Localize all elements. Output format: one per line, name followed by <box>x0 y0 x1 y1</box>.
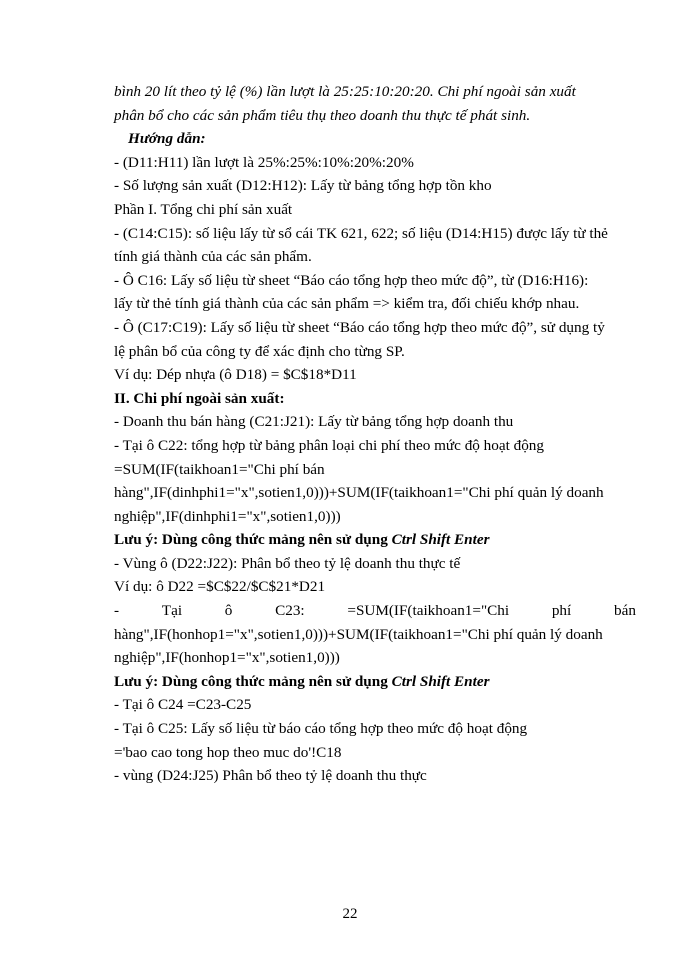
part-1-title: Phần I. Tổng chi phí sản xuất <box>114 200 293 218</box>
note-1-shortcut: Ctrl Shift Enter <box>391 531 490 549</box>
formula-2-part: Tại <box>161 602 183 620</box>
note-2-text: Lưu ý: Dùng công thức mảng nên sử dụng <box>114 672 392 690</box>
formula-2-b: hàng",IF(honhop1="x",sotien1,0)))+SUM(IF(taikhoan1="Chi phí quản lý doanh <box>114 625 603 643</box>
formula-2-part: phí <box>551 602 572 620</box>
note-2-shortcut: Ctrl Shift Enter <box>391 672 490 690</box>
note-1-text: Lưu ý: Dùng công thức mảng nên sử dụng <box>114 531 392 549</box>
c25-formula: ='bao cao tong hop theo muc do'!C18 <box>114 743 342 761</box>
section-2-title: II. Chi phí ngoài sản xuất: <box>114 389 285 407</box>
formula-2-part: ô <box>224 602 233 620</box>
example-d18: Ví dụ: Dép nhựa (ô D18) = $C$18*D11 <box>114 366 357 384</box>
intro-line-1: bình 20 lít theo tỷ lệ (%) lần lượt là 25:25:10:20:20. Chi phí ngoài sản xuất <box>114 83 576 100</box>
d22-line: - Vùng ô (D22:J22): Phân bổ theo tỷ lệ doanh thu thực tế <box>114 554 461 572</box>
formula-2-c: nghiệp",IF(honhop1="x",sotien1,0))) <box>114 649 340 667</box>
note-1 <box>114 528 636 552</box>
example-d22: Ví dụ: ô D22 =$C$22/$C$21*D21 <box>114 578 326 596</box>
c22-line: - Tại ô C22: tổng hợp từ bảng phân loại chi phí theo mức độ hoạt động <box>114 436 544 454</box>
note-2 <box>114 670 636 694</box>
guide-line-c14-b: tính giá thành của các sản phẩm. <box>114 248 312 266</box>
formula-1-a: =SUM(IF(taikhoan1="Chi phí bán <box>114 460 325 478</box>
formula-1-b: hàng",IF(dinhphi1="x",sotien1,0)))+SUM(IF(taikhoan1="Chi phí quản lý doanh <box>114 484 604 502</box>
guide-line-c17-a: - Ô (C17:C19): Lấy số liệu từ sheet “Báo cáo tổng hợp theo mức độ”, sử dụng tỷ <box>114 318 605 336</box>
guide-heading: Hướng dẫn: <box>128 130 206 148</box>
intro-line-2: phân bổ cho các sản phẩm tiêu thụ theo doanh thu thực tế phát sinh. <box>114 106 531 124</box>
guide-line-c17-b: lệ phân bổ của công ty để xác định cho từng SP. <box>114 342 405 360</box>
formula-2-a <box>114 599 636 623</box>
guide-line-quantity: - Số lượng sản xuất (D12:H12): Lấy từ bảng tổng hợp tồn kho <box>114 177 492 195</box>
formula-2-part: =SUM(IF(taikhoan1="Chi <box>347 602 510 620</box>
guide-line-c16-b: lấy từ thẻ tính giá thành của các sản phẩm => kiểm tra, đối chiếu khớp nhau. <box>114 295 580 313</box>
guide-line-ratio: - (D11:H11) lần lượt là 25%:25%:10%:20%:20% <box>114 153 414 171</box>
formula-2-part: - <box>114 602 120 620</box>
formula-2-part: bán <box>613 602 636 620</box>
d24-line: - vùng (D24:J25) Phân bổ theo tỷ lệ doanh thu thực <box>114 767 427 785</box>
revenue-line: - Doanh thu bán hàng (C21:J21): Lấy từ bảng tổng hợp doanh thu <box>114 413 514 431</box>
c24-line: - Tại ô C24 =C23-C25 <box>114 696 252 714</box>
guide-line-c14-a: - (C14:C15): số liệu lấy từ sổ cái TK 621, 622; số liệu (D14:H15) được lấy từ thẻ <box>114 224 608 242</box>
formula-1-c: nghiệp",IF(dinhphi1="x",sotien1,0))) <box>114 507 341 525</box>
c25-line: - Tại ô C25: Lấy số liệu từ báo cáo tổng hợp theo mức độ hoạt động <box>114 720 528 738</box>
formula-2-part: C23: <box>275 602 305 620</box>
guide-line-c16-a: - Ô C16: Lấy số liệu từ sheet “Báo cáo tổng hợp theo mức độ”, từ (D16:H16): <box>114 271 589 289</box>
document-body <box>114 80 636 788</box>
page-number: 22 <box>342 906 358 922</box>
